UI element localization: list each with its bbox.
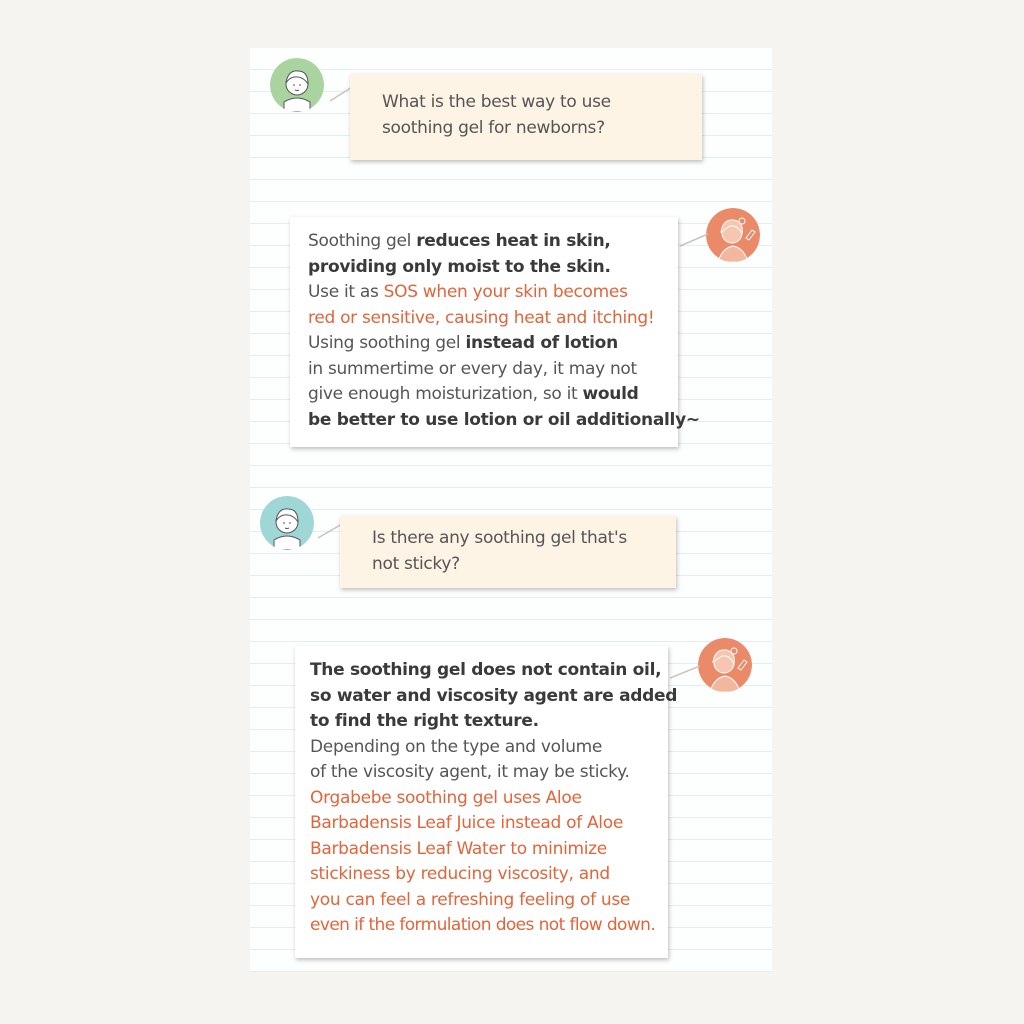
answer-line: be better to use lotion or oil additionally~ [308,409,700,430]
question-text: What is the best way to use [382,92,611,112]
chat-panel [250,48,772,972]
answer-line: red or sensitive, causing heat and itching! [308,307,655,328]
answer-line: The soothing gel does not contain oil, [310,660,662,680]
question-text: soothing gel for newborns? [382,117,605,138]
question-text: Is there any soothing gel that's [372,528,627,548]
question-bubble-2 [340,516,676,588]
answer-line: Use it as SOS when your skin becomes [308,282,628,302]
expert-avatar-orange-icon [706,208,760,262]
answer-bubble-2 [295,646,678,958]
answer-line: Soothing gel reduces heat in skin, [308,231,611,251]
answer-line: providing only moist to the skin. [308,256,611,277]
answer-line: Depending on the type and volume [310,736,603,757]
answer-line: to find the right texture. [310,711,539,731]
answer-line: even if the formulation does not flow down. [310,915,656,935]
bubble-tail [318,522,342,540]
bubble-tail [330,85,352,103]
answer-line: you can feel a refreshing feeling of use [310,889,631,910]
user-avatar-green-icon [270,58,324,112]
question-bubble-1 [350,74,702,160]
answer-line: so water and viscosity agent are added [310,685,678,706]
answer-line: of the viscosity agent, it may be sticky. [310,762,630,782]
user-avatar-teal-icon [260,496,314,550]
answer-line: Orgabebe soothing gel uses Aloe [310,787,582,808]
answer-line: stickiness by reducing viscosity, and [310,864,610,884]
expert-avatar-orange-icon [698,638,752,692]
answer-line: Barbadensis Leaf Juice instead of Aloe [310,813,623,833]
answer-line: Barbadensis Leaf Water to minimize [310,838,607,859]
question-text: not sticky? [372,553,460,574]
answer-line: in summertime or every day, it may not [308,358,637,379]
answer-line: Using soothing gel instead of lotion [308,333,618,353]
answer-line: give enough moisturization, so it would [308,384,639,404]
answer-bubble-1 [290,217,700,447]
